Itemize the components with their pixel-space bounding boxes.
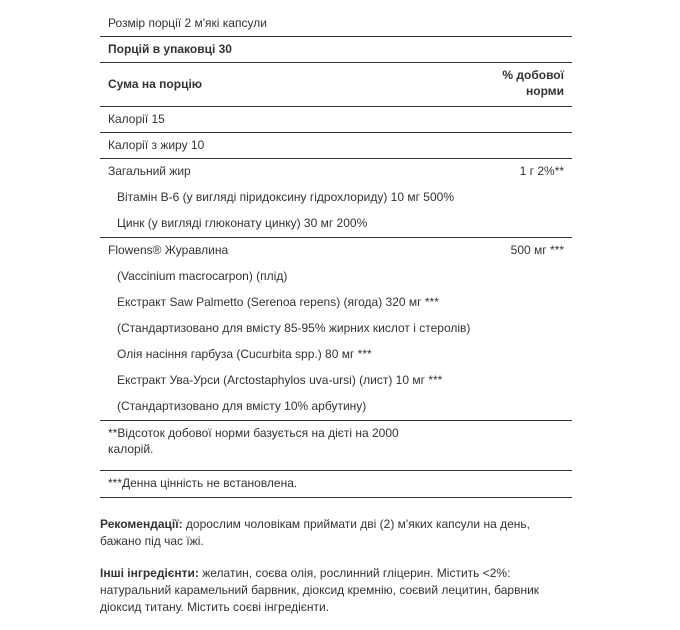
zinc: Цинк (у вигляді глюконату цинку) 30 мг 200% bbox=[117, 216, 368, 230]
blend-label: Flowens® Журавлина bbox=[108, 243, 229, 257]
ingredient-row bbox=[100, 316, 572, 342]
total-fat-block bbox=[100, 159, 572, 238]
other-ingredients-text: желатин, соєва олія, рослинний гліцерин. Містить <2%: натуральний карамельний барвник, діоксид кремнію, соєвий лецитин, барвник діоксид титану. Містить соєві інгредієнти. bbox=[100, 566, 540, 614]
daily-value-footnote: **Відсоток добової норми базується на дієті на 2000 калорій. bbox=[108, 426, 399, 456]
calories-from-fat: Калорії з жиру 10 bbox=[108, 138, 205, 152]
ingredient-row bbox=[100, 264, 572, 290]
vitamin-b6: Вітамін B-6 (у вигляді піридоксину гідрохлориду) 10 мг 500% bbox=[117, 190, 454, 204]
total-fat-label: Загальний жир bbox=[108, 164, 191, 178]
calories-from-fat-row bbox=[100, 133, 572, 159]
table-header-row bbox=[100, 63, 572, 107]
ingredient-text: Олія насіння гарбуза (Cucurbita spp.) 80 мг *** bbox=[117, 347, 372, 361]
recommendations bbox=[100, 516, 572, 550]
ingredient-text: (Стандартизовано для вмісту 85-95% жирних кислот і стеролів) bbox=[117, 321, 471, 335]
not-established-footnote-row bbox=[100, 471, 572, 497]
other-ingredients bbox=[100, 565, 572, 616]
blend-block bbox=[100, 238, 572, 421]
other-ingredients-label: Інші інгредієнти: bbox=[100, 566, 199, 580]
ingredient-row bbox=[100, 368, 572, 394]
ingredient-text: Екстракт Ува-Урси (Arctostaphylos uva-ursi) (лист) 10 мг *** bbox=[117, 373, 443, 387]
ingredient-text: (Vaccinium macrocarpon) (плід) bbox=[117, 269, 288, 283]
total-fat-row bbox=[100, 159, 572, 185]
daily-value-footnote-row bbox=[100, 421, 572, 471]
total-fat-value: 1 г 2%** bbox=[519, 164, 564, 178]
daily-value-heading: % добової норми bbox=[502, 68, 564, 98]
ingredient-row bbox=[100, 394, 572, 420]
calories-row bbox=[100, 107, 572, 133]
serving-size-row bbox=[100, 11, 572, 37]
serving-size: Розмір порції 2 м'які капсули bbox=[108, 16, 267, 30]
ingredient-text: Екстракт Saw Palmetto (Serenoa repens) (ягода) 320 мг *** bbox=[117, 295, 439, 309]
recommendations-label: Рекомендації: bbox=[100, 517, 183, 531]
servings-per-container: Порцій в упаковці 30 bbox=[108, 42, 232, 56]
recommendations-text: дорослим чоловікам приймати дві (2) м'яких капсули на день, бажано під час їжі. bbox=[100, 517, 530, 548]
ingredient-text: (Стандартизовано для вмісту 10% арбутину) bbox=[117, 399, 367, 413]
supplement-facts-table bbox=[100, 11, 572, 498]
nutrient-row bbox=[100, 185, 572, 211]
blend-value: 500 мг *** bbox=[510, 243, 564, 257]
blend-row bbox=[100, 238, 572, 264]
ingredient-row bbox=[100, 342, 572, 368]
not-established-footnote: ***Денна цінність не встановлена. bbox=[108, 476, 298, 490]
servings-per-container-row bbox=[100, 37, 572, 63]
ingredient-row bbox=[100, 290, 572, 316]
nutrient-row bbox=[100, 211, 572, 237]
calories: Калорії 15 bbox=[108, 112, 165, 126]
amount-per-serving-heading: Сума на порцію bbox=[108, 77, 203, 91]
